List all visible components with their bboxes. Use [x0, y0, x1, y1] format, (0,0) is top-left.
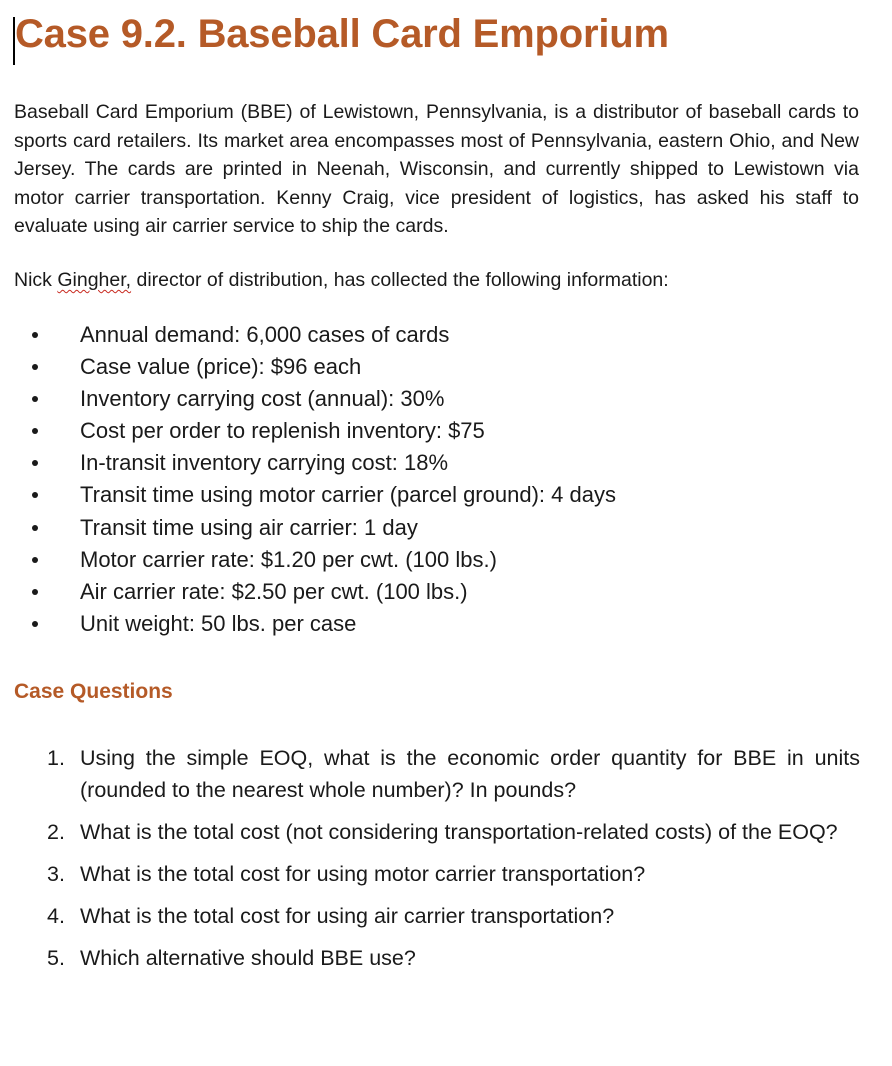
bullet-icon — [32, 589, 38, 595]
bullet-icon — [32, 525, 38, 531]
bullet-icon — [32, 332, 38, 338]
question-text: What is the total cost for using air carrier transportation? — [80, 904, 615, 928]
list-item — [0, 608, 616, 640]
intro-paragraph: Baseball Card Emporium (BBE) of Lewistown, Pennsylvania, is a distributor of baseball cards to sports card retailers. Its market area encompasses most of Pennsylvania, eastern Ohio, and New Jersey. The cards are printed in Neenah, Wisconsin, and currently shipped to Lewistown via motor carrier transportation. Kenny Craig, vice president of logistics, has asked his staff to evaluate using air carrier service to ship the cards. — [14, 101, 859, 237]
bullet-icon — [32, 364, 38, 370]
question-text: Which alternative should BBE use? — [80, 946, 416, 970]
fact-text: Case value (price): $96 each — [80, 354, 362, 380]
facts-list — [0, 319, 616, 640]
question-item — [0, 942, 860, 974]
case-title: Case 9.2. Baseball Card Emporium — [15, 12, 669, 56]
question-number: 5. — [47, 946, 65, 970]
list-item — [0, 319, 616, 351]
bullet-icon — [32, 396, 38, 402]
bullet-icon — [32, 621, 38, 627]
list-item — [0, 447, 616, 479]
collected-before: Nick — [14, 269, 58, 291]
list-item — [0, 351, 616, 383]
fact-text: Transit time using air carrier: 1 day — [80, 514, 418, 540]
question-item — [0, 858, 860, 890]
list-item — [0, 576, 616, 608]
questions-list — [0, 742, 860, 984]
question-number: 3. — [47, 862, 65, 886]
bullet-icon — [32, 460, 38, 466]
question-text: What is the total cost (not considering transportation-related costs) of the EOQ? — [80, 820, 838, 844]
fact-text: Air carrier rate: $2.50 per cwt. (100 lbs.) — [80, 578, 468, 604]
question-item — [0, 742, 860, 806]
fact-text: In-transit inventory carrying cost: 18% — [80, 450, 449, 476]
bullet-icon — [32, 492, 38, 498]
question-text: Using the simple EOQ, what is the economic order quantity for BBE in units (rounded to the nearest whole number)? In pounds? — [80, 746, 860, 802]
question-item — [0, 900, 860, 932]
fact-text: Motor carrier rate: $1.20 per cwt. (100 lbs.) — [80, 546, 497, 572]
question-number: 4. — [47, 904, 65, 928]
fact-text: Annual demand: 6,000 cases of cards — [80, 322, 450, 347]
fact-text: Transit time using motor carrier (parcel ground): 4 days — [80, 482, 616, 508]
list-item — [0, 512, 616, 544]
question-text: What is the total cost for using motor carrier transportation? — [80, 862, 646, 886]
question-number: 2. — [47, 820, 65, 844]
fact-text: Cost per order to replenish inventory: $75 — [80, 418, 485, 444]
bullet-icon — [32, 557, 38, 563]
list-item — [0, 415, 616, 447]
list-item — [0, 544, 616, 576]
question-item — [0, 816, 860, 848]
list-item — [0, 479, 616, 511]
misspelled-name[interactable]: Gingher, — [57, 269, 132, 291]
collected-after: director of distribution, has collected the following information: — [131, 269, 669, 291]
collected-info-paragraph — [14, 266, 669, 294]
bullet-icon — [32, 428, 38, 434]
question-number: 1. — [47, 746, 65, 770]
fact-text: Unit weight: 50 lbs. per case — [80, 610, 357, 636]
case-questions-heading: Case Questions — [14, 680, 173, 703]
list-item — [0, 383, 616, 415]
fact-text: Inventory carrying cost (annual): 30% — [80, 386, 445, 412]
